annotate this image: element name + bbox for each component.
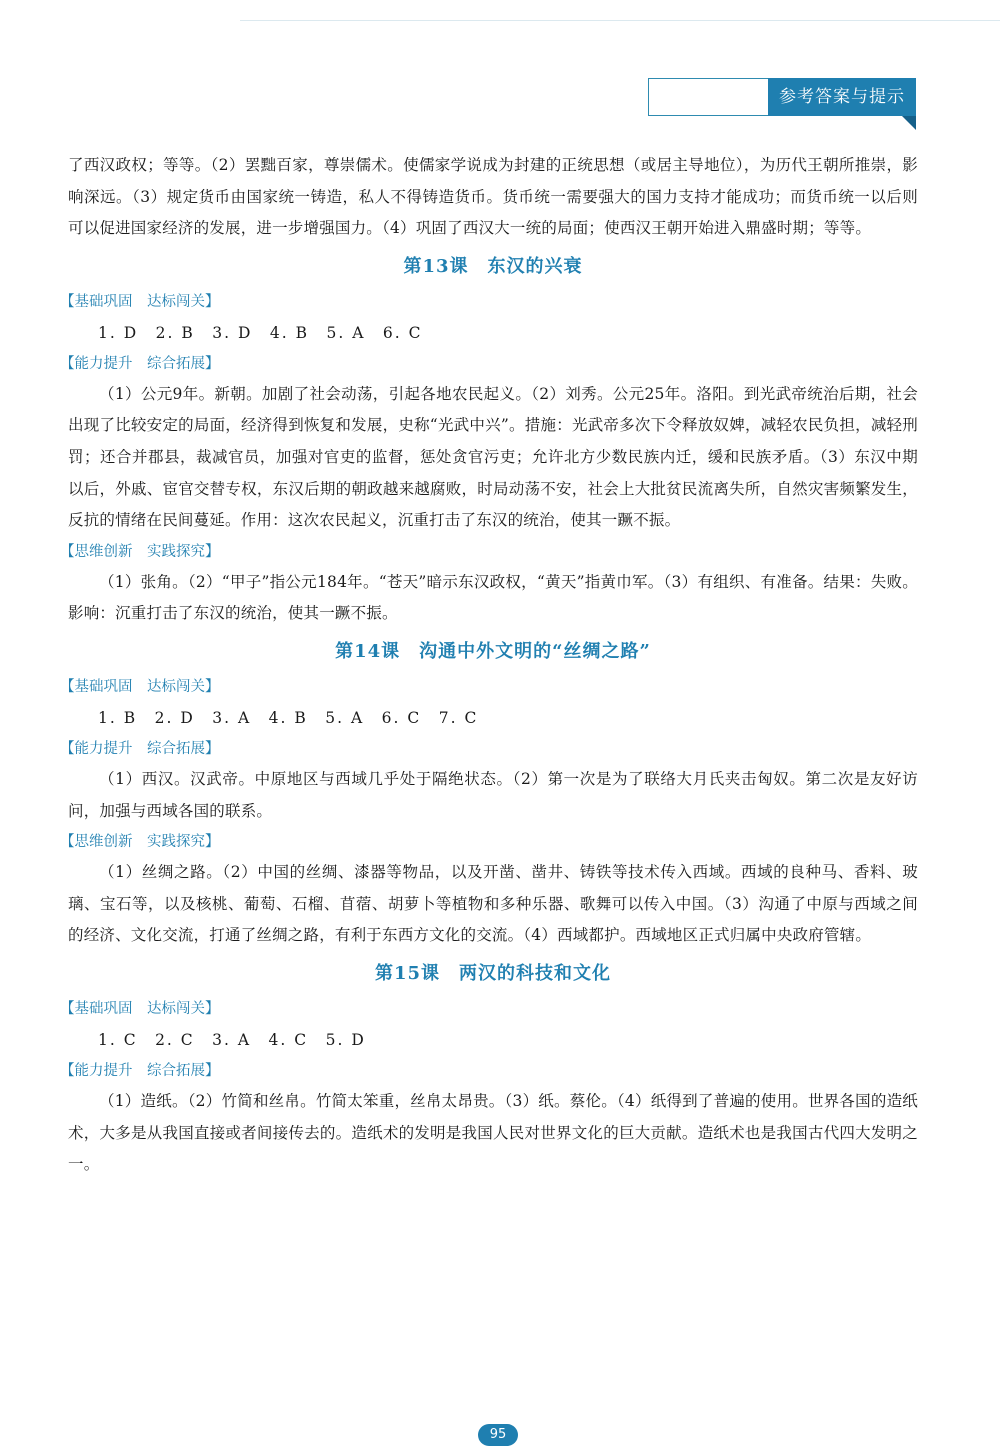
lesson-14-basic-label: 【基础巩固 达标闯关】 <box>60 678 220 695</box>
lesson-14-basic-answers: 1. B 2. D 3. A 4. B 5. A 6. C 7. C <box>98 708 479 727</box>
lesson-15-title: 第15课 两汉的科技和文化 <box>374 962 612 984</box>
lesson-13-thinking-text: （1）张角。（2）“甲子”指公元184年。“苍天”暗示东汉政权，“黄天”指黄巾军。（3）有组织、有准备。结果：失败。影响：沉重打击了东汉的统治，使其一蹶不振。 <box>68 572 918 623</box>
lesson-13-basic-answers: 1. D 2. B 3. D 4. B 5. A 6. C <box>98 323 423 342</box>
top-rule <box>240 20 1000 21</box>
lesson-14-title: 第14课 沟通中外文明的“丝绸之路” <box>335 640 651 662</box>
lesson-15-basic-label: 【基础巩固 达标闯关】 <box>60 1000 220 1017</box>
lesson-15-basic-answers: 1. C 2. C 3. A 4. C 5. D <box>98 1030 366 1049</box>
lesson-13-ability-text: （1）公元9年。新朝。加剧了社会动荡，引起各地农民起义。（2）刘秀。公元25年。洛阳。到光武帝统治后期，社会出现了比较安定的局面，经济得到恢复和发展，史称“光武中兴”。措施：光武帝多次下令释放奴婢，减轻农民负担，减轻刑罚；还合并郡县，裁减官员，加强对官吏的监督，惩处贪官污吏；允许北方少数民族内迁，缓和民族矛盾。（3）东汉中期以后，外戚、宦官交替专权，东汉后期的朝政越来越腐败，时局动荡不安，社会上大批贫民流离失所，自然灾害频繁发生，反抗的情绪在民间蔓延。作用：这次农民起义，沉重打击了东汉的统治，使其一蹶不振。 <box>68 384 918 530</box>
lesson-13-basic-label: 【基础巩固 达标闯关】 <box>60 293 220 310</box>
page-number: 95 <box>478 1424 518 1446</box>
lesson-14-ability-label: 【能力提升 综合拓展】 <box>60 740 220 757</box>
lesson-14-thinking-text: （1）丝绸之路。（2）中国的丝绸、漆器等物品，以及开凿、凿井、铸铁等技术传入西域。西域的良种马、香料、玻璃、宝石等，以及核桃、葡萄、石榴、苜蓿、胡萝卜等植物和多种乐器、歌舞可以传入中国。（3）沟通了中原与西域之间的经济、文化交流，打通了丝绸之路，有利于东西方文化的交流。（4）西域都护。西域地区正式归属中央政府管辖。 <box>68 863 918 945</box>
answer-content <box>60 150 918 1181</box>
lesson-14-ability-text: （1）西汉。汉武帝。中原地区与西域几乎处于隔绝状态。（2）第一次是为了联络大月氏夹击匈奴。第二次是友好访问，加强与西域各国的联系。 <box>68 769 918 820</box>
intro-paragraph: 了西汉政权；等等。（2）罢黜百家，尊崇儒术。使儒家学说成为封建的正统思想（或居主导地位），为历代王朝所推崇，影响深远。（3）规定货币由国家统一铸造，私人不得铸造货币。货币统一需要强大的国力支持才能成功；而货币统一以后则可以促进国家经济的发展，进一步增强国力。（4）巩固了西汉大一统的局面；使西汉王朝开始进入鼎盛时期；等等。 <box>68 156 918 238</box>
lesson-13-ability-label: 【能力提升 综合拓展】 <box>60 355 220 372</box>
lesson-15-ability-text: （1）造纸。（2）竹简和丝帛。竹简太笨重，丝帛太昂贵。（3）纸。蔡伦。（4）纸得到了普遍的使用。世界各国的造纸术，大多是从我国直接或者间接传去的。造纸术的发明是我国人民对世界文化的巨大贡献。造纸术也是我国古代四大发明之一。 <box>68 1091 918 1174</box>
lesson-15-ability-label: 【能力提升 综合拓展】 <box>60 1062 220 1079</box>
lesson-14-thinking-label: 【思维创新 实践探究】 <box>60 834 220 851</box>
header-tag: 参考答案与提示 <box>768 78 916 116</box>
lesson-13-title: 第13课 东汉的兴衰 <box>403 255 583 277</box>
lesson-13-thinking-label: 【思维创新 实践探究】 <box>60 543 220 560</box>
header-fold-decoration <box>902 116 916 130</box>
